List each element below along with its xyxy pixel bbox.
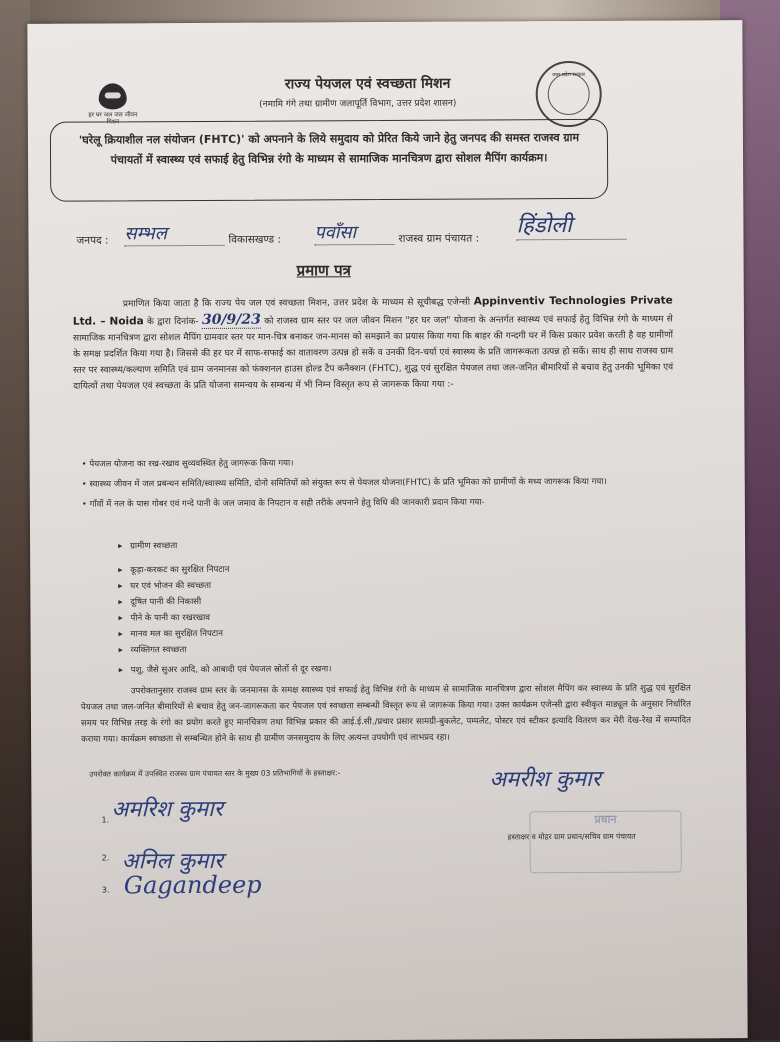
signature-2: अनिल कुमार <box>121 848 224 875</box>
para1-date-label: के द्वारा दिनांक- <box>147 316 199 328</box>
background-left <box>0 0 30 1040</box>
para1-intro: प्रमाणित किया जाता है कि राज्य पेय जल एवं स्वच्छता मिशन, उत्तर प्रदेश के माध्यम से सूचीबद्ध एजेन्सी <box>122 297 471 310</box>
seal-text: उत्तर प्रदेश सरकार <box>552 71 586 79</box>
signature-caption: उपरोक्त कार्यक्रम में उपस्थित राजस्व ग्राम पंचायत स्तर के मुख्य 03 प्रतिभागियों के हस्ताक्षर:- <box>89 768 341 779</box>
stamp-text: प्रधान <box>594 812 617 826</box>
block-label: विकासखण्ड : <box>228 233 282 246</box>
pradhan-caption: हस्ताक्षर व मोहर ग्राम प्रधान/सचिव ग्राम पंचायत <box>507 831 636 842</box>
up-govt-seal <box>536 61 602 127</box>
panchayat-value: हिंडोली <box>516 209 626 241</box>
agency-name: Appinventiv Technologies Private Ltd. – Noida <box>72 294 673 328</box>
sig-number-3: 3. <box>101 885 110 895</box>
panchayat-label: राजस्व ग्राम पंचायत : <box>398 232 480 245</box>
bullet-item: • पेयजल योजना का रख-रखाव सुव्यवस्थित हेतु जागरूक किया गया। <box>81 458 294 470</box>
jal-jeevan-logo <box>83 83 143 125</box>
district-label: जनपद : <box>76 234 109 247</box>
signature-1: अमरिश कुमार <box>111 796 223 823</box>
sig-number-1: 1. <box>101 815 110 825</box>
awareness-bullets <box>82 455 672 518</box>
org-title: राज्य पेयजल एवं स्वच्छता मिशन <box>284 75 451 93</box>
topic-item: ▸ घर एवं भोजन की स्वच्छता <box>118 576 518 594</box>
sanitation-topics <box>118 536 519 678</box>
bullet-item: • गाँवों में नल के पास गोबर एवं गन्दे पानी के जल जमाव के निपटान व सही तरीके अपनाने हेतु विधि की जानकारी प्रदान किया गया- <box>81 497 485 510</box>
certificate-title: प्रमाण पत्र <box>296 261 351 280</box>
topic-item: ▸ व्यक्तिगत स्वच्छता <box>119 640 519 658</box>
topic-item: ▸ कूड़ा-करकट का सुरक्षित निपटान <box>118 560 518 578</box>
summary-paragraph: उपरोक्तानुसार राजस्व ग्राम स्तर के जनमानस के समक्ष स्वास्थ्य एवं सफाई हेतु विभिन्न रंगो के माध्यम से सामाजिक मानचित्रण द्वारा सोशल मैपिंग कर स्वास्थ्य के प्रति शुद्ध एवं सुरक्षित पेयजल तथा जल-जनित बीमारियों से बचाव हेतु जन-जागरूकता कर पेयजल एवं स्वच्छता सम्बन्धी विस्तृत रूप से जागरूक किया गया। उक्त कार्यक्रम एजेन्सी द्वारा स्वीकृत माड्यूल के अनुसार निर्धारित समय पर विभिन्न तरह के रंगो का प्रयोग करते हुए मानचित्रण तथा विभिन्न प्रकार की आई.ई.सी./प्रचार प्रसार सामग्री-बुकलेट, पम्पलेट, पोस्टर एवं स्टीकर इत्यादि वितरण कर मेरी देख-रेख में सम्पादित कराया गया। कार्यक्रम स्वच्छता से सम्बन्धित होने के साथ ही ग्रामीण जनसमुदाय के लिए अत्यन्त उपयोगी एवं लाभप्रद रहा। <box>80 683 692 745</box>
location-fields <box>76 213 636 247</box>
sig-number-2: 2. <box>101 853 110 863</box>
district-value: सम्भल <box>124 221 224 247</box>
signature-3: Gagandeep <box>123 870 262 900</box>
topic-item: ▸ ग्रामीण स्वच्छता <box>118 536 518 554</box>
program-banner: 'घरेलू क्रियाशील नल संयोजन (FHTC)' को अपनाने के लिये समुदाय को प्रेरित किये जाने हेतु जनपद की समस्त राजस्व ग्राम पंचायतों में स्वास्थ्य एवं सफाई हेतु विभिन्न रंगो के माध्यम से सामाजिक मानचित्रण द्वारा सोशल मैपिंग कार्यक्रम। <box>50 119 608 202</box>
water-drop-icon <box>99 83 127 109</box>
bullet-item: • स्वास्थ्य जीवन में जल प्रबन्धन समिति/स्वास्थ्य समिति, दोनो समितियों को संयुक्त रूप से पेयजल योजना(FHTC) के प्रति भूमिका को ग्रामीणों के मध्य जागरूक किया गया। <box>81 476 607 490</box>
topic-item: ▸ मानव मल का सुरक्षित निपटान <box>118 624 518 642</box>
certificate-page <box>27 20 747 1042</box>
topic-item: ▸ दूषित पानी की निकासी <box>118 592 518 610</box>
topic-item: ▸ पीने के पानी का रखरखाव <box>118 608 518 626</box>
para1-body: को राजस्व ग्राम स्तर पर जल जीवन मिशन "हर घर जल" योजना के अन्तर्गत स्वास्थ्य एवं सफाई हेतु विभिन्न रंगो के माध्यम से सामाजिक मानचित्रण द्वारा सोशल मैपिंग ग्रामवार स्तर पर मान-चित्र बनाकर जन-मानस को समझाने का प्रयास किया गया कि बाहर की गन्दगी घर में किस प्रकार प्रवेश करती है वह ग्रामीणों के समक्ष प्रदर्शित किया गया है। जिससे की हर घर में साफ-सफाई का वातावरण उत्पन्न हो सकें व उनकी दिन-चर्या एवं स्वास्थ्य के प्रति जागरूकता उत्पन्न हो सकें। साथ ही साथ राजस्व ग्राम स्तर पर स्वास्थ्य/कल्याण समिति एवं ग्राम जनमानस को फंक्शनल हाउस होल्ड टैप कनैक्शन (FHTC), शुद्ध एवं सुरक्षित पेयजल तथा जल-जनित बीमारियों से बचाव हेतु उनकी भूमिका एवं दायित्वों तथा पेयजल एवं स्वच्छता के प्रति योजना समन्वय के सम्बन्ध में भी निम्न विस्तृत रूप से जागरूक किया गया :- <box>72 314 674 392</box>
topic-item: ▸ पशु, जैसे सुअर आदि, को आबादी एवं पेयजल स्रोतों से दूर रखना। <box>119 660 519 678</box>
seal-emblem-icon <box>548 73 590 115</box>
certificate-body <box>73 293 674 395</box>
pradhan-signature: अमरीश कुमार <box>489 766 601 793</box>
block-value: पवाँसा <box>314 220 394 245</box>
program-date: 30/9/23 <box>201 311 261 328</box>
logo-caption: हर घर जल जल जीवन मिशन <box>88 111 138 126</box>
org-subtitle: (नमामि गंगे तथा ग्रामीण जलापूर्ति विभाग, उत्तर प्रदेश शासन) <box>259 98 457 110</box>
